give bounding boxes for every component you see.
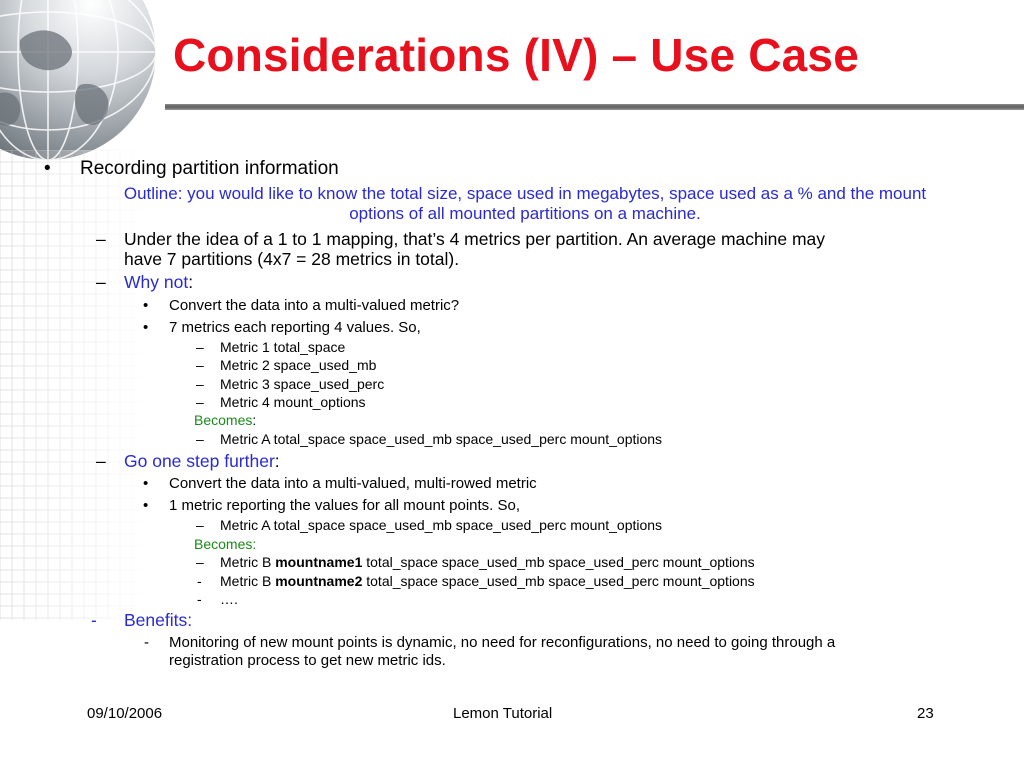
metric-suffix: total_space space_used_mb space_used_perc mount_options [362,573,755,589]
metric-text: Metric A total_space space_used_mb space_used_perc mount_options [220,431,663,447]
footer-date: 09/10/2006 [87,705,163,722]
go-further-label: Go one step further [124,451,275,471]
mountname-bold: mountname1 [275,554,363,570]
idea-line-2: have 7 partitions (4x7 = 28 metrics in total). [124,249,460,269]
dash-marker: – [196,339,204,355]
dash-marker: – [96,451,106,471]
dash-marker: – [196,376,204,392]
further-item-text: Convert the data into a multi-valued, multi-rowed metric [169,475,537,492]
why-not-label: Why not [124,272,189,292]
ellipsis-text: …. [220,591,238,607]
dash-marker: – [196,357,204,373]
becomes-label-2: Becomes: [194,536,257,552]
bullet-marker: • [143,497,149,514]
becomes-label-1 [194,412,256,428]
mountname-bold: mountname2 [275,573,363,589]
why-item-text: 7 metrics each reporting 4 values. So, [169,319,421,336]
dash-marker: - [144,634,149,651]
bullet-text: Recording partition information [80,158,339,179]
footer-title: Lemon Tutorial [453,705,553,722]
go-further-colon: : [274,451,280,471]
benefit-line-1: Monitoring of new mount points is dynamic, no need for reconfigurations, no need to going through a [169,634,836,651]
metric-text: Metric 1 total_space [220,339,346,355]
why-item-text: Convert the data into a multi-valued metric? [169,297,460,314]
bullet-marker: • [143,297,149,314]
why-not-colon: : [188,272,194,292]
title-rule [165,104,1024,110]
dash-marker: – [196,554,204,570]
metric-text: Metric A total_space space_used_mb space_used_perc mount_options [220,517,663,533]
dash-marker: – [196,394,204,410]
benefits-label: Benefits: [124,610,193,630]
dash-marker: – [196,517,204,533]
dash-marker: - [91,610,97,630]
metric-suffix: total_space space_used_mb space_used_perc mount_options [362,554,755,570]
metric-prefix: Metric B [220,554,276,570]
benefit-line-2: registration process to get new metric ids. [169,652,446,669]
page-number: 23 [917,705,934,722]
becomes-colon: : [252,412,257,428]
bullet-marker: • [143,475,149,492]
outline-text: Outline: you would like to know the total size, space used in megabytes, space used as a % and the mount options of all mounted partitions on a machine. [123,184,927,223]
dash-marker: – [96,272,106,292]
bullet-marker: • [143,319,149,336]
metric-prefix: Metric B [220,573,276,589]
dash-marker: – [196,431,204,447]
becomes-text: Becomes [194,412,253,428]
bullet-marker: • [44,158,51,179]
globe-icon [0,0,170,170]
metric-text: Metric 4 mount_options [220,394,366,410]
metric-text: Metric 3 space_used_perc [220,376,385,392]
dash-marker: - [197,573,202,589]
further-item-text: 1 metric reporting the values for all mount points. So, [169,497,521,514]
dash-marker: - [197,591,202,607]
metric-text: Metric 2 space_used_mb [220,357,377,373]
dash-marker: – [96,229,106,249]
slide-title: Considerations (IV) – Use Case [173,29,859,81]
idea-line-1: Under the idea of a 1 to 1 mapping, that’s 4 metrics per partition. An average machine may [124,229,826,249]
